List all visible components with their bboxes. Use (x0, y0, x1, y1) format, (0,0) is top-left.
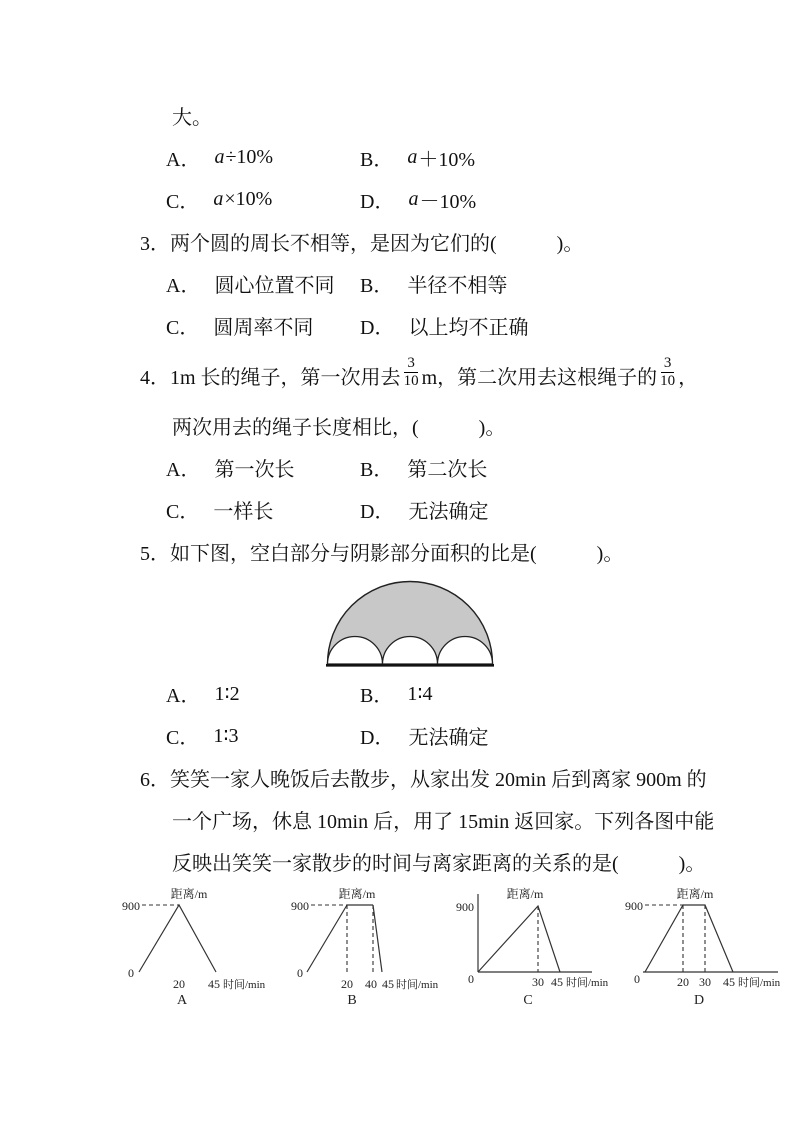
x-tick-20: 20 (677, 975, 689, 989)
question-6-stem-line-2 (140, 798, 750, 840)
question-6-graphs-row (94, 884, 793, 1006)
x-axis-label: 时间/min (566, 977, 609, 989)
fraction-3-10: $\frac{3}{10}$ (403, 355, 419, 389)
option-label: B． (360, 274, 394, 297)
question-6-text-2: 一个广场，休息 10min 后，用了 15min 返回家。下列各图中能 (172, 810, 715, 833)
option-b (360, 453, 487, 482)
y-axis-label: 距离/m (506, 887, 544, 901)
semicircle-figure (326, 580, 494, 668)
question-3-options-row-2 (140, 304, 750, 346)
option-d (360, 495, 488, 524)
question-4-text-3: ， (678, 366, 699, 389)
option-a (166, 679, 360, 708)
question-5-stem (140, 530, 750, 572)
graph-option-b (267, 884, 440, 1006)
x-axis-label: 时间/min (396, 979, 439, 991)
option-label: C． (166, 316, 200, 339)
graph-option-a (94, 884, 267, 1006)
x-axis-label: 时间/min (738, 977, 781, 989)
x-tick-45: 45 (208, 977, 220, 991)
semicircle-figure-svg (326, 580, 494, 668)
option-text: 圆心位置不同 (214, 274, 335, 297)
option-text: 1∶3 (213, 724, 239, 747)
variable-a: a (213, 187, 224, 210)
option-b (360, 143, 475, 172)
question-6-text-1: 6．笑笑一家人晚饭后去散步，从家出发 20min 后到离家 900m 的 (140, 768, 707, 791)
option-text: ÷10% (225, 145, 274, 168)
option-text: 以上均不正确 (408, 316, 529, 339)
x-tick-45: 45 (382, 977, 394, 991)
option-d (360, 185, 476, 214)
option-c (166, 495, 360, 524)
question-3-text: 3．两个圆的周长不相等，是因为它们的( )。 (140, 232, 584, 255)
y-axis-label: 距离/m (338, 887, 376, 901)
question-4-stem (140, 346, 750, 404)
option-label: B． (360, 458, 394, 481)
option-label: D． (360, 316, 395, 339)
y-axis-label: 距离/m (170, 887, 208, 901)
question-4-text-1: 4．1m 长的绳子，第一次用去 (140, 366, 401, 389)
option-label: D． (360, 500, 395, 523)
y-tick-900: 900 (625, 899, 643, 913)
question-4-options-row-1 (140, 446, 750, 488)
question-6-text-3: 反映出笑笑一家散步的时间与离家距离的关系的是( )。 (172, 852, 706, 875)
option-text: 第一次长 (214, 458, 295, 481)
question-6-stem-line-1 (140, 756, 750, 798)
x-tick-30: 30 (699, 975, 711, 989)
option-label: A． (166, 458, 201, 481)
option-label: A． (166, 274, 201, 297)
option-label: D． (360, 190, 395, 213)
question-2-continuation (140, 94, 750, 136)
option-c (166, 721, 360, 750)
option-d (360, 311, 528, 340)
question-3-stem (140, 220, 750, 262)
question-4-stem-line-2 (140, 404, 750, 446)
question-2-options-row-1 (140, 136, 750, 178)
drop-segment (373, 905, 382, 972)
y-tick-900: 900 (122, 899, 140, 913)
option-label: D． (360, 726, 395, 749)
origin-label: 0 (634, 972, 640, 986)
rise-segment (307, 905, 347, 972)
variable-a: a (214, 145, 225, 168)
fraction-3-10: $\frac{3}{10}$ (660, 355, 676, 389)
graph-letter-c: C (523, 993, 533, 1006)
option-label: C． (166, 500, 200, 523)
option-text: 圆周率不同 (213, 316, 314, 339)
page-content (122, 0, 781, 1006)
question-2-options-row-2 (140, 178, 750, 220)
y-tick-900: 900 (291, 899, 309, 913)
option-text: 无法确定 (408, 726, 489, 749)
x-tick-45: 45 (551, 975, 563, 989)
option-b (360, 269, 507, 298)
question-4-text-2: m，第二次用去这根绳子的 (421, 366, 658, 389)
distance-time-line (478, 906, 560, 972)
origin-label: 0 (128, 966, 134, 980)
option-label: A． (166, 684, 201, 707)
question-4-text-4: 两次用去的绳子长度相比，( )。 (172, 416, 506, 439)
option-text: 1∶2 (214, 682, 240, 705)
graph-option-d (613, 884, 786, 1006)
option-text: 1∶4 (407, 682, 433, 705)
option-a (166, 453, 360, 482)
question-5-text: 5．如下图，空白部分与阴影部分面积的比是( )。 (140, 542, 624, 565)
option-label: B． (360, 684, 394, 707)
option-text: ＋10% (418, 148, 476, 171)
option-c (166, 185, 360, 214)
distance-time-line (139, 905, 216, 972)
x-tick-45: 45 (723, 975, 735, 989)
variable-a: a (408, 187, 419, 210)
option-text: 一样长 (213, 500, 274, 523)
option-label: A． (166, 148, 201, 171)
question-4-options-row-2 (140, 488, 750, 530)
option-d (360, 721, 488, 750)
option-b (360, 679, 433, 708)
origin-label: 0 (468, 972, 474, 986)
option-text: －10% (419, 190, 477, 213)
question-2-tail-text: 大。 (172, 106, 212, 129)
option-text: 无法确定 (408, 500, 489, 523)
graph-letter-b: B (347, 993, 357, 1006)
option-c (166, 311, 360, 340)
x-tick-30: 30 (532, 975, 544, 989)
x-tick-20: 20 (341, 977, 353, 991)
question-5-options-row-2 (140, 714, 750, 756)
distance-time-line (645, 905, 733, 972)
option-label: C． (166, 726, 200, 749)
x-axis-label: 时间/min (223, 979, 266, 991)
x-tick-20: 20 (173, 977, 185, 991)
graph-letter-a: A (176, 993, 188, 1006)
origin-label: 0 (297, 966, 303, 980)
y-axis-label: 距离/m (676, 887, 714, 901)
option-label: C． (166, 190, 200, 213)
x-tick-40: 40 (365, 977, 377, 991)
question-6-stem-line-3 (140, 840, 750, 882)
graph-letter-d: D (693, 993, 705, 1006)
option-text: ×10% (224, 187, 273, 210)
option-a (166, 143, 360, 172)
question-3-options-row-1 (140, 262, 750, 304)
option-label: B． (360, 148, 394, 171)
question-5-options-row-1 (140, 672, 750, 714)
option-text: 半径不相等 (407, 274, 508, 297)
variable-a: a (407, 145, 418, 168)
graph-option-c (440, 884, 613, 1006)
option-text: 第二次长 (407, 458, 488, 481)
y-tick-900: 900 (456, 900, 474, 914)
option-a (166, 269, 360, 298)
